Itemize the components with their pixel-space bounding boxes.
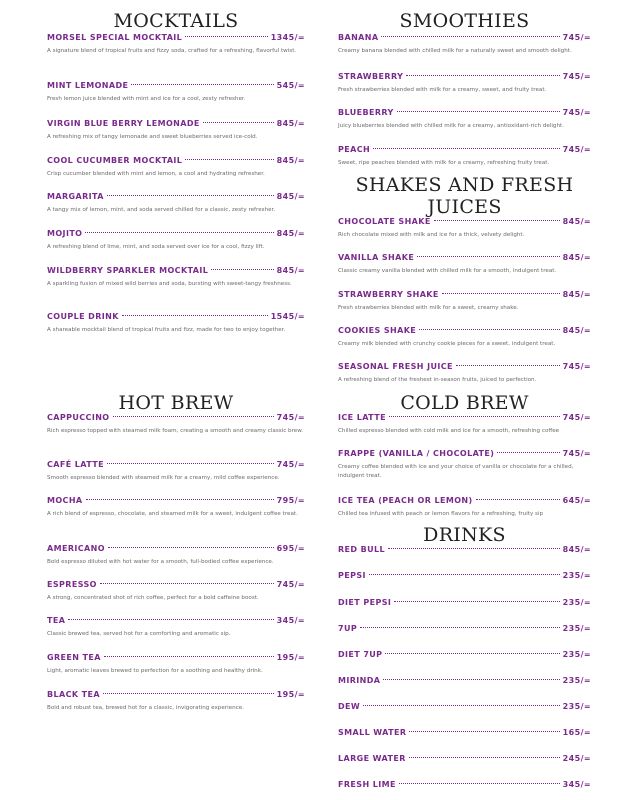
- menu-item: [47, 118, 305, 142]
- dotted-leader: [417, 256, 559, 257]
- dotted-leader: [363, 705, 560, 706]
- menu-item-row: [338, 107, 591, 119]
- menu-item-name: BLACK TEA: [47, 690, 100, 699]
- menu-item-description: Smooth espresso blended with steamed milk for a creamy, mild coffee experience.: [47, 475, 280, 481]
- menu-item-description: A shareable mocktail blend of tropical fruits and fizz, made for two to enjoy together.: [47, 327, 286, 333]
- section-drinks: [338, 524, 591, 789]
- menu-item-row: [47, 652, 305, 664]
- menu-item: [338, 701, 591, 713]
- menu-item-description: Crisp cucumber blended with mint and lemon, a cool and hydrating refresher.: [47, 171, 265, 177]
- menu-item-name: MIRINDA: [338, 676, 381, 685]
- menu-item-description: A strong, concentrated shot of rich coffee, perfect for a bold caffeine boost.: [47, 595, 259, 601]
- dotted-leader: [385, 653, 559, 654]
- menu-item-row: [338, 495, 591, 507]
- menu-item-name: CAFÉ LATTE: [47, 460, 105, 469]
- menu-item-name: CHOCOLATE SHAKE: [338, 217, 431, 226]
- section-title-hot-brew: HOT BREW: [118, 392, 234, 414]
- menu-item-name: PEACH: [338, 145, 371, 154]
- dotted-leader: [389, 416, 560, 417]
- menu-item: [338, 675, 591, 687]
- menu-item-price: 235/=: [562, 676, 591, 685]
- menu-item-price: 845/=: [276, 266, 305, 275]
- menu-item-name: BANANA: [338, 33, 379, 42]
- menu-item: [47, 311, 305, 335]
- menu-item-price: 845/=: [276, 119, 305, 128]
- menu-item-name: DIET 7UP: [338, 650, 383, 659]
- menu-item-price: 745/=: [276, 580, 305, 589]
- dotted-leader: [103, 693, 274, 694]
- menu-item-price: 1545/=: [270, 312, 305, 321]
- section-title-shakes-line2: JUICES: [427, 196, 502, 218]
- menu-item-name: WILDBERRY SPARKLER MOCKTAIL: [47, 266, 209, 275]
- menu-item: [338, 144, 591, 168]
- menu-item-price: 545/=: [276, 81, 305, 90]
- menu-item-name: GREEN TEA: [47, 653, 101, 662]
- menu-item-name: SEASONAL FRESH JUICE: [338, 362, 453, 371]
- menu-item-name: PEPSI: [338, 571, 366, 580]
- menu-item-price: 845/=: [562, 217, 591, 226]
- menu-item-description: A refreshing blend of lime, mint, and soda served over ice for a cool, fizzy lift.: [47, 244, 265, 250]
- menu-item-description: Creamy milk blended with crunchy cookie pieces for a sweet, indulgent treat.: [338, 341, 556, 347]
- menu-item: [47, 579, 305, 603]
- menu-item: [338, 727, 591, 739]
- menu-item-row: [47, 32, 305, 44]
- menu-item-name: MORSEL SPECIAL MOCKTAIL: [47, 33, 183, 42]
- menu-item: [338, 597, 591, 609]
- menu-item-description: Chilled espresso blended with cold milk and ice for a smooth, refreshing coffee: [338, 428, 560, 434]
- dotted-leader: [397, 111, 560, 112]
- menu-item: [47, 543, 305, 567]
- menu-item: [338, 544, 591, 556]
- menu-item-price: 845/=: [562, 326, 591, 335]
- menu-item: [47, 32, 305, 56]
- dotted-leader: [497, 452, 559, 453]
- menu-item-name: STRAWBERRY: [338, 72, 404, 81]
- menu-item-price: 845/=: [276, 229, 305, 238]
- menu-item-price: 745/=: [562, 145, 591, 154]
- dotted-leader: [360, 627, 560, 628]
- menu-item-description: Fresh strawberries blended with milk for a sweet, creamy shake.: [338, 305, 519, 311]
- menu-item: [338, 252, 591, 276]
- menu-item: [338, 570, 591, 582]
- menu-item-description: A refreshing mix of tangy lemonade and sweet blueberries served ice-cold.: [47, 134, 258, 140]
- menu-item: [338, 32, 591, 56]
- menu-item-row: [338, 701, 591, 713]
- dotted-leader: [409, 757, 560, 758]
- menu-item-row: [338, 570, 591, 582]
- dotted-leader: [185, 159, 273, 160]
- menu-item-name: MOJITO: [47, 229, 83, 238]
- menu-item: [47, 265, 305, 289]
- menu-item-name: BLUEBERRY: [338, 108, 394, 117]
- menu-item-price: 745/=: [276, 460, 305, 469]
- menu-item-row: [338, 252, 591, 264]
- menu-item-price: 1345/=: [270, 33, 305, 42]
- section-title-cold-brew: COLD BREW: [400, 392, 529, 414]
- menu-item-name: TEA: [47, 616, 66, 625]
- menu-item-name: RED BULL: [338, 545, 386, 554]
- menu-item: [338, 779, 591, 791]
- menu-item-description: A rich blend of espresso, chocolate, and steamed milk for a sweet, indulgent coffee treat.: [47, 511, 298, 517]
- menu-item-price: 235/=: [562, 624, 591, 633]
- menu-item-row: [338, 289, 591, 301]
- dotted-leader: [86, 499, 274, 500]
- menu-item-row: [338, 412, 591, 424]
- menu-item-description: A refreshing blend of the freshest in-season fruits, juiced to perfection.: [338, 377, 537, 383]
- dotted-leader: [381, 36, 559, 37]
- menu-item-row: [47, 689, 305, 701]
- menu-item-price: 795/=: [276, 496, 305, 505]
- section-title-smoothies: SMOOTHIES: [399, 10, 530, 32]
- menu-item-row: [47, 191, 305, 203]
- menu-item-row: [338, 649, 591, 661]
- menu-item-description: Fresh strawberries blended with milk for a creamy, sweet, and fruity treat.: [338, 87, 547, 93]
- menu-item-row: [338, 779, 591, 791]
- menu-item-name: STRAWBERRY SHAKE: [338, 290, 439, 299]
- menu-item-row: [47, 80, 305, 92]
- menu-item-row: [47, 412, 305, 424]
- menu-item: [338, 412, 591, 436]
- menu-item: [338, 753, 591, 765]
- menu-item: [47, 80, 305, 104]
- menu-item-description: Rich espresso topped with steamed milk foam, creating a smooth and creamy classic brew.: [47, 428, 304, 434]
- menu-item-price: 745/=: [562, 449, 591, 458]
- menu-item-name: MINT LEMONADE: [47, 81, 129, 90]
- dotted-leader: [373, 148, 560, 149]
- dotted-leader: [399, 783, 560, 784]
- dotted-leader: [131, 84, 273, 85]
- menu-item-description: Light, aromatic leaves brewed to perfection for a soothing and healthy drink.: [47, 668, 263, 674]
- menu-item-row: [338, 675, 591, 687]
- menu-item-price: 845/=: [562, 290, 591, 299]
- menu-item-price: 345/=: [562, 780, 591, 789]
- menu-item-name: CAPPUCCINO: [47, 413, 110, 422]
- menu-item-price: 235/=: [562, 702, 591, 711]
- menu-item-price: 345/=: [276, 616, 305, 625]
- menu-item-name: ICE TEA (PEACH OR LEMON): [338, 496, 473, 505]
- menu-item: [47, 155, 305, 179]
- dotted-leader: [383, 679, 559, 680]
- menu-item: [47, 412, 305, 436]
- dotted-leader: [369, 574, 560, 575]
- menu-item-price: 195/=: [276, 690, 305, 699]
- menu-item-name: LARGE WATER: [338, 754, 406, 763]
- menu-item: [338, 289, 591, 313]
- menu-item-description: Sweet, ripe peaches blended with milk for a creamy, refreshing fruity treat.: [338, 160, 550, 166]
- dotted-leader: [442, 293, 560, 294]
- menu-item-row: [338, 216, 591, 228]
- menu-item-name: VIRGIN BLUE BERRY LEMONADE: [47, 119, 200, 128]
- menu-item-row: [47, 543, 305, 555]
- dotted-leader: [108, 547, 274, 548]
- menu-item-row: [47, 265, 305, 277]
- menu-item: [338, 448, 591, 481]
- menu-item: [338, 361, 591, 385]
- menu-item-description: A tangy mix of lemon, mint, and soda served chilled for a classic, zesty refresher.: [47, 207, 276, 213]
- menu-item-row: [47, 155, 305, 167]
- menu-item-price: 745/=: [562, 108, 591, 117]
- menu-item-name: COOL CUCUMBER MOCKTAIL: [47, 156, 183, 165]
- menu-item-name: FRAPPE (VANILLA / CHOCOLATE): [338, 449, 495, 458]
- menu-item-row: [47, 579, 305, 591]
- menu-item-price: 745/=: [562, 72, 591, 81]
- menu-item-row: [338, 448, 591, 460]
- menu-item-description: Rich chocolate mixed with milk and ice for a thick, velvety delight.: [338, 232, 525, 238]
- menu-item-price: 745/=: [562, 33, 591, 42]
- menu-item-price: 695/=: [276, 544, 305, 553]
- menu-item-name: VANILLA SHAKE: [338, 253, 415, 262]
- menu-item-price: 165/=: [562, 728, 591, 737]
- menu-item-name: COOKIES SHAKE: [338, 326, 417, 335]
- menu-item-description: Classic creamy vanilla blended with chilled milk for a smooth, indulgent treat.: [338, 268, 557, 274]
- menu-item: [338, 71, 591, 95]
- dotted-leader: [122, 315, 268, 316]
- menu-item-row: [47, 118, 305, 130]
- menu-item-row: [338, 544, 591, 556]
- menu-item-description: Chilled tea infused with peach or lemon flavors for a refreshing, fruity sip: [338, 511, 544, 517]
- menu-item: [338, 216, 591, 240]
- section-cold-brew: [338, 392, 591, 517]
- menu-item-row: [338, 623, 591, 635]
- menu-item-row: [338, 361, 591, 373]
- menu-item-name: FRESH LIME: [338, 780, 396, 789]
- menu-item-row: [47, 228, 305, 240]
- menu-item-name: MARGARITA: [47, 192, 104, 201]
- dotted-leader: [107, 463, 274, 464]
- section-title-shakes-line1: SHAKES AND FRESH: [355, 174, 574, 196]
- dotted-leader: [394, 601, 559, 602]
- dotted-leader: [406, 75, 559, 76]
- menu-item-row: [338, 727, 591, 739]
- dotted-leader: [388, 548, 560, 549]
- menu-item-name: 7UP: [338, 624, 358, 633]
- menu-item: [338, 623, 591, 635]
- menu-item-description: A signature blend of tropical fruits and fizzy soda, crafted for a refreshing, flavorful twist.: [47, 48, 297, 54]
- dotted-leader: [434, 220, 560, 221]
- menu-item-price: 845/=: [562, 545, 591, 554]
- menu-item-row: [338, 753, 591, 765]
- menu-item: [47, 689, 305, 713]
- menu-item-price: 745/=: [276, 413, 305, 422]
- menu-item-description: Classic brewed tea, served hot for a comforting and aromatic sip.: [47, 631, 231, 637]
- menu-item-description: Fresh lemon juice blended with mint and ice for a cool, zesty refresher.: [47, 96, 246, 102]
- menu-item-row: [47, 459, 305, 471]
- dotted-leader: [104, 656, 274, 657]
- menu-item: [47, 459, 305, 483]
- section-hot-brew: [47, 392, 305, 711]
- menu-item-price: 845/=: [276, 156, 305, 165]
- menu-item-price: 195/=: [276, 653, 305, 662]
- dotted-leader: [476, 499, 560, 500]
- menu-item-row: [47, 615, 305, 627]
- section-smoothies: [338, 10, 591, 166]
- dotted-leader: [419, 329, 559, 330]
- menu-item-name: MOCHA: [47, 496, 83, 505]
- menu-item-row: [338, 71, 591, 83]
- menu-item-row: [47, 311, 305, 323]
- dotted-leader: [203, 122, 274, 123]
- section-title-drinks: DRINKS: [423, 524, 506, 546]
- menu-item-price: 845/=: [562, 253, 591, 262]
- menu-item: [338, 495, 591, 519]
- dotted-leader: [211, 269, 273, 270]
- menu-item-name: SMALL WATER: [338, 728, 407, 737]
- menu-item-name: ICE LATTE: [338, 413, 386, 422]
- menu-item-description: Bold and robust tea, brewed hot for a classic, invigorating experience.: [47, 705, 244, 711]
- menu-item-name: DIET PEPSI: [338, 598, 392, 607]
- menu-item-name: DEW: [338, 702, 361, 711]
- section-title-mocktails: MOCKTAILS: [113, 10, 239, 32]
- menu-item-row: [338, 325, 591, 337]
- menu-item: [47, 495, 305, 519]
- menu-item-price: 645/=: [562, 496, 591, 505]
- section-title-shakes: [338, 174, 591, 218]
- menu-item: [338, 649, 591, 661]
- menu-item-name: AMERICANO: [47, 544, 105, 553]
- menu-item: [47, 191, 305, 215]
- section-shakes-juices: [338, 174, 591, 383]
- menu-item-row: [338, 597, 591, 609]
- dotted-leader: [107, 195, 274, 196]
- menu-item-price: 845/=: [276, 192, 305, 201]
- menu-item-name: COUPLE DRINK: [47, 312, 119, 321]
- menu-item: [47, 228, 305, 252]
- menu-item-price: 235/=: [562, 571, 591, 580]
- menu-item: [338, 107, 591, 131]
- menu-item: [338, 325, 591, 349]
- menu-item-row: [47, 495, 305, 507]
- dotted-leader: [85, 232, 273, 233]
- menu-item-description: A sparkling fusion of mixed wild berries and soda, bursting with sweet-tangy freshness.: [47, 281, 292, 287]
- menu-item-price: 745/=: [562, 413, 591, 422]
- menu-item-description: Creamy coffee blended with ice and your choice of vanilla or chocolate for a chilled, indulgent treat.: [338, 464, 574, 479]
- menu-item: [47, 615, 305, 639]
- menu-item-description: Creamy banana blended with chilled milk for a naturally sweet and smooth delight.: [338, 48, 572, 54]
- dotted-leader: [409, 731, 559, 732]
- dotted-leader: [185, 36, 268, 37]
- menu-item-price: 745/=: [562, 362, 591, 371]
- menu-item: [47, 652, 305, 676]
- menu-item-row: [338, 144, 591, 156]
- menu-item-price: 235/=: [562, 650, 591, 659]
- menu-item-description: Juicy blueberries blended with chilled milk for a creamy, antioxidant-rich delight.: [338, 123, 564, 129]
- dotted-leader: [68, 619, 273, 620]
- menu-item-description: Bold espresso diluted with hot water for a smooth, full-bodied coffee experience.: [47, 559, 274, 565]
- dotted-leader: [113, 416, 274, 417]
- menu-item-name: ESPRESSO: [47, 580, 97, 589]
- menu-item-price: 245/=: [562, 754, 591, 763]
- dotted-leader: [456, 365, 560, 366]
- menu-item-price: 235/=: [562, 598, 591, 607]
- menu-item-row: [338, 32, 591, 44]
- section-mocktails: [47, 10, 305, 333]
- dotted-leader: [100, 583, 274, 584]
